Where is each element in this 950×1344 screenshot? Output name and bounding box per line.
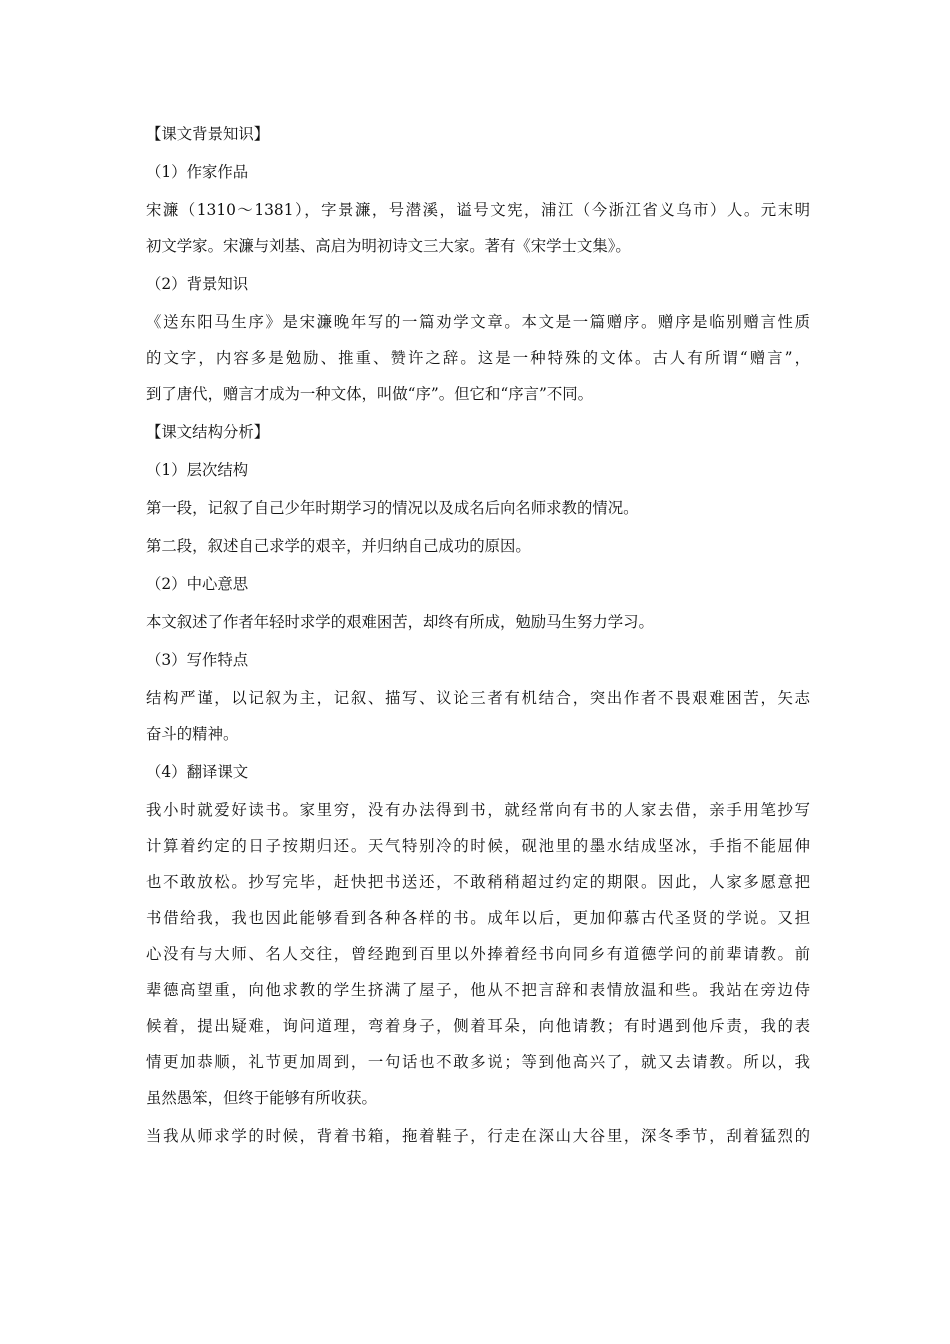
subheading-theme: （2）中心意思 bbox=[146, 575, 249, 593]
text-line: 宋濂（1310～1381），字景濂，号潜溪，谥号文宪，浦江（今浙江省义乌市）人。元末明 bbox=[146, 201, 810, 219]
text-line: 到了唐代，赠言才成为一种文体，叫做“序”。但它和“序言”不同。 bbox=[146, 385, 594, 403]
subheading-layers: （1）层次结构 bbox=[146, 461, 249, 479]
text-line: 结构严谨，以记叙为主，记叙、描写、议论三者有机结合，突出作者不畏艰难困苦，矢志 bbox=[146, 689, 810, 707]
paragraph-layer-one: 第一段，记叙了自己少年时期学习的情况以及成名后向名师求教的情况。 bbox=[146, 499, 639, 517]
subheading-translation: （4）翻译课文 bbox=[146, 763, 249, 781]
text-line: 书借给我，我也因此能够看到各种各样的书。成年以后，更加仰慕古代圣贤的学说。又担 bbox=[146, 909, 810, 927]
section-heading-structure: 【课文结构分析】 bbox=[146, 423, 270, 441]
text-line: 心没有与大师、名人交往，曾经跑到百里以外捧着经书向同乡有道德学问的前辈请教。前 bbox=[146, 945, 810, 963]
paragraph-theme: 本文叙述了作者年轻时求学的艰难困苦，却终有所成，勉励马生努力学习。 bbox=[146, 613, 654, 631]
paragraph-translation-two bbox=[146, 1126, 810, 1146]
document-body bbox=[146, 124, 810, 1146]
paragraph-author bbox=[146, 200, 810, 256]
text-line: 当我从师求学的时候，背着书箱，拖着鞋子，行走在深山大谷里，深冬季节，刮着猛烈的 bbox=[146, 1127, 810, 1145]
paragraph-layer-two: 第二段，叙述自己求学的艰辛，并归纳自己成功的原因。 bbox=[146, 537, 531, 555]
paragraph-background bbox=[146, 312, 810, 404]
section-heading-background: 【课文背景知识】 bbox=[146, 125, 270, 143]
subheading-author-works: （1）作家作品 bbox=[146, 163, 249, 181]
text-line: 情更加恭顺，礼节更加周到，一句话也不敢多说；等到他高兴了，就又去请教。所以，我 bbox=[146, 1053, 810, 1071]
subheading-features: （3）写作特点 bbox=[146, 651, 249, 669]
text-line: 辈德高望重，向他求教的学生挤满了屋子，他从不把言辞和表情放温和些。我站在旁边侍 bbox=[146, 981, 810, 999]
text-line: 也不敢放松。抄写完毕，赶快把书送还，不敢稍稍超过约定的期限。因此，人家多愿意把 bbox=[146, 873, 810, 891]
text-line: 虽然愚笨，但终于能够有所收获。 bbox=[146, 1089, 377, 1107]
paragraph-features bbox=[146, 688, 810, 744]
text-line: 初文学家。宋濂与刘基、高启为明初诗文三大家。著有《宋学士文集》。 bbox=[146, 237, 631, 255]
text-line: 候着，提出疑难，询问道理，弯着身子，侧着耳朵，向他请教；有时遇到他斥责，我的表 bbox=[146, 1017, 810, 1035]
text-line: 的文字，内容多是勉励、推重、赞许之辞。这是一种特殊的文体。古人有所谓“赠言”， bbox=[146, 349, 810, 367]
text-line: 计算着约定的日子按期归还。天气特别冷的时候，砚池里的墨水结成坚冰，手指不能屈伸 bbox=[146, 837, 810, 855]
text-line: 《送东阳马生序》是宋濂晚年写的一篇劝学文章。本文是一篇赠序。赠序是临别赠言性质 bbox=[146, 313, 810, 331]
paragraph-translation-one bbox=[146, 800, 810, 1108]
subheading-background-knowledge: （2）背景知识 bbox=[146, 275, 249, 293]
text-line: 我小时就爱好读书。家里穷，没有办法得到书，就经常向有书的人家去借，亲手用笔抄写 bbox=[146, 801, 810, 819]
text-line: 奋斗的精神。 bbox=[146, 725, 239, 743]
